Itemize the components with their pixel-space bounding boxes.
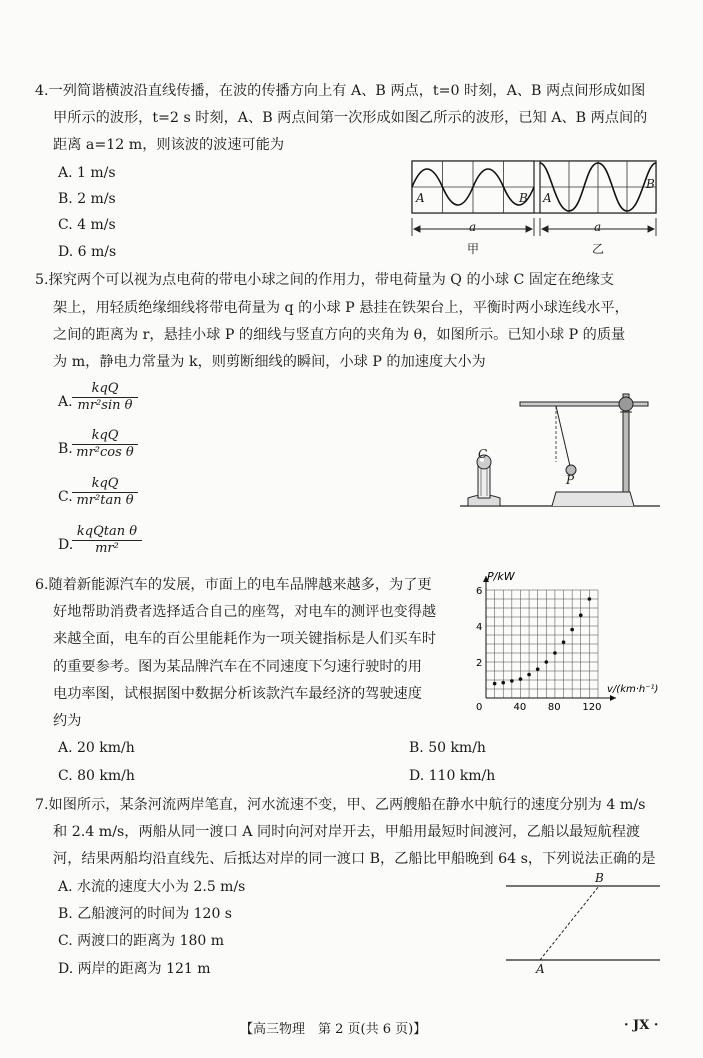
charged-ball-c-stand — [468, 455, 500, 506]
chart-points — [493, 597, 591, 685]
q7-option-c[interactable]: C. 两渡口的距离为 180 m — [58, 933, 225, 949]
wave-dimension-lines — [412, 218, 656, 236]
x-axis-arrow — [610, 695, 616, 701]
q7-option-b[interactable]: B. 乙船渡河的时间为 120 s — [58, 906, 232, 922]
q5-option-d-fraction — [72, 524, 142, 557]
chart-ylabel: P/kW — [487, 570, 515, 583]
wave-label-a-yi: A — [543, 191, 552, 205]
q6-option-a[interactable]: A. 20 km/h — [58, 740, 135, 756]
data-point — [501, 681, 505, 685]
q7-line-3: 河，结果两船均沿直线先、后抵达对岸的同一渡口 B，乙船比甲船晚到 64 s，下列说法正确的是 — [53, 851, 656, 867]
q4-option-c[interactable]: C. 4 m/s — [58, 217, 116, 233]
q5-option-a-den: mr²sin θ — [77, 398, 133, 413]
q6-line-6: 约为 — [53, 713, 82, 729]
q5-option-a-num: kqQ — [72, 381, 138, 398]
q4-line-1: 4.一列简谐横波沿直线传播，在波的传播方向上有 A、B 两点，t=0 时刻，A、B 两点间形成如图 — [35, 83, 646, 99]
q5-option-c-den: mr²tan θ — [76, 493, 134, 508]
q5-line-1: 5.探究两个可以视为点电荷的带电小球之间的作用力，带电荷量为 Q 的小球 C 固定在绝缘支 — [35, 272, 615, 288]
thread — [556, 406, 570, 466]
q5-option-d-num: kqQtan θ — [72, 524, 142, 541]
origin-label: 0 — [476, 702, 483, 713]
wave-label-a-jia: A — [416, 191, 425, 205]
q4-option-b[interactable]: B. 2 m/s — [58, 191, 116, 207]
q5-option-d-den: mr² — [95, 541, 119, 556]
y-tick-label: 2 — [476, 658, 483, 669]
q7-line-2: 和 2.4 m/s，两船从同一渡口 A 同时向河对岸开去，甲船用最短时间渡河，乙船以最短航程渡 — [53, 824, 641, 840]
wave-label-b-jia: B — [519, 191, 528, 205]
data-point — [570, 628, 574, 632]
q5-option-c-fraction — [72, 476, 138, 509]
data-point — [579, 613, 583, 617]
q5-line-3: 之间的距离为 r，悬挂小球 P 的细线与竖直方向的夹角为 θ，如图所示。已知小球 P 的质量 — [53, 327, 626, 343]
wave-figure-yi — [540, 161, 656, 213]
q6-option-b[interactable]: B. 50 km/h — [409, 740, 486, 756]
wave-label-a-dist-yi: a — [594, 220, 602, 234]
q4-option-a[interactable]: A. 1 m/s — [58, 165, 116, 181]
q6-option-d[interactable]: D. 110 km/h — [409, 768, 496, 784]
data-point — [588, 597, 592, 601]
q6-line-1: 6.随着新能源汽车的发展，市面上的电车品牌越来越多，为了更 — [35, 577, 432, 593]
y-tick-label: 4 — [476, 622, 483, 633]
q5-option-b-fraction — [72, 428, 138, 461]
q6-line-2: 好地帮助消费者选择适合自己的座驾，对电车的测评也变得越 — [53, 604, 437, 620]
ball-p-label: P — [566, 473, 575, 487]
q5-option-b-den: mr²cos θ — [76, 445, 134, 460]
data-point — [510, 679, 514, 683]
q5-option-a-fraction — [72, 381, 138, 414]
q5-line-4: 为 m，静电力常量为 k，则剪断细线的瞬间，小球 P 的加速度大小为 — [53, 354, 486, 370]
wave-figure-jia-box — [412, 161, 534, 213]
data-point — [527, 673, 531, 677]
y-tick-label: 6 — [476, 586, 483, 597]
q5-option-c-num: kqQ — [72, 476, 138, 493]
q5-option-a-letter: A. — [58, 394, 73, 410]
x-tick-label: 120 — [582, 702, 602, 713]
q7-line-1: 7.如图所示，某条河流两岸笔直，河水流速不变，甲、乙两艘船在静水中航行的速度分别为 4 m/s — [35, 797, 646, 813]
wave-label-a-dist-jia: a — [469, 220, 477, 234]
page-code: · JX · — [624, 1018, 659, 1033]
data-point — [553, 651, 557, 655]
wave-label-b-yi: B — [646, 177, 655, 191]
q5-option-b-letter: B. — [58, 441, 73, 457]
q6-line-3: 来越全面，电车的百公里能耗作为一项关键指标是人们买车时 — [53, 631, 437, 647]
q6-line-4: 的重要参考。图为某品牌汽车在不同速度下匀速行驶时的用 — [53, 659, 422, 675]
wave-caption-yi: 乙 — [592, 242, 605, 256]
chart-xlabel: v/(km·h⁻¹) — [607, 684, 659, 695]
data-point — [562, 640, 566, 644]
q6-option-c[interactable]: C. 80 km/h — [58, 768, 135, 784]
river-point-b: B — [595, 871, 604, 885]
q7-option-a[interactable]: A. 水流的速度大小为 2.5 m/s — [58, 879, 246, 895]
q5-line-2: 架上，用轻质绝缘细线将带电荷量为 q 的小球 P 悬挂在铁架台上，平衡时两小球连线水平， — [53, 300, 629, 316]
data-point — [545, 660, 549, 664]
q5-apparatus-figure — [460, 392, 660, 522]
river-point-a: A — [536, 962, 545, 976]
x-tick-label: 40 — [513, 702, 527, 713]
power-chart — [462, 566, 698, 714]
q7-option-d[interactable]: D. 两岸的距离为 121 m — [58, 961, 211, 977]
crossing-path — [540, 886, 599, 960]
data-point — [536, 667, 540, 671]
q4-line-2: 甲所示的波形，t=2 s 时刻，A、B 两点间第一次形成如图乙所示的波形，已知 A、B 两点间的 — [53, 110, 648, 126]
q4-option-d[interactable]: D. 6 m/s — [58, 244, 117, 260]
q6-line-5: 电功率图，试根据图中数据分析该款汽车最经济的驾驶速度 — [53, 686, 422, 702]
ball-c-label: C — [478, 447, 488, 461]
river-figure — [500, 870, 670, 970]
q4-wave-figure — [405, 158, 665, 258]
data-point — [519, 677, 523, 681]
q4-line-3: 距离 a=12 m，则该波的波速可能为 — [53, 137, 285, 153]
q5-option-c-letter: C. — [58, 489, 73, 505]
wave-caption-jia: 甲 — [467, 242, 480, 256]
x-tick-label: 80 — [547, 702, 561, 713]
iron-stand — [520, 394, 648, 506]
q5-option-b-num: kqQ — [72, 428, 138, 445]
data-point — [493, 682, 497, 686]
q5-option-d-letter: D. — [58, 537, 74, 553]
page-footer: 【高三物理 第 2 页(共 6 页)】 — [240, 1022, 427, 1037]
